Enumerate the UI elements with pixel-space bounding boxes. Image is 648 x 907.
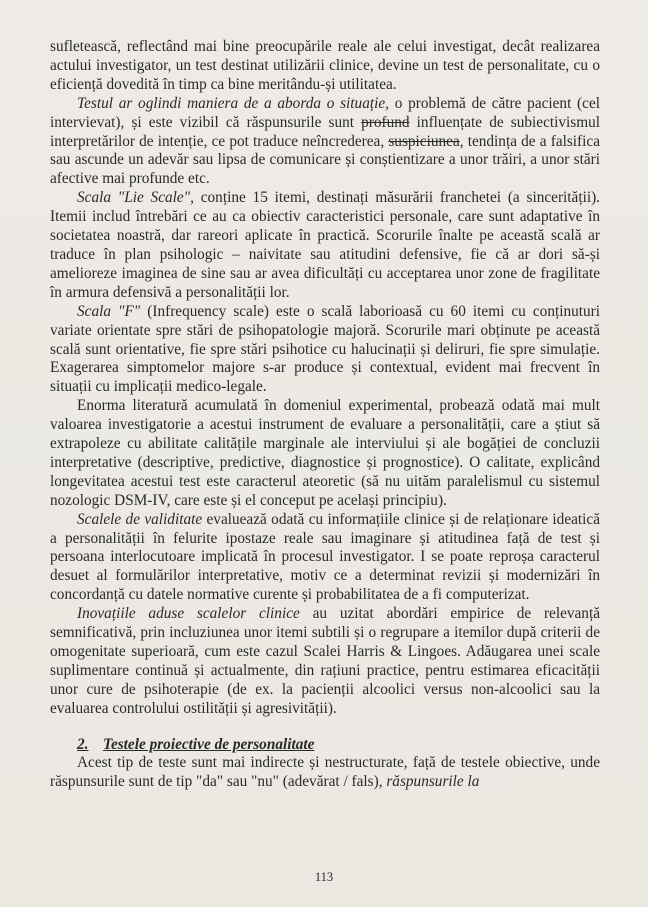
paragraph-innovations <box>50 605 600 718</box>
paragraph-text: (Infrequency scale) este o scală laborioasă cu 60 itemi cu conținuturi variate orientate spre stări de psihopatologie majoră. Scorurile mari obținute pe această scală sunt orientative, fie spre stări psihotice cu halucinații și deliruri, fie spre simulație. Exagerarea simptomelor majore s-ar produce și contextual, evident mai frecvent în situații cu implicații medico-legale. <box>50 302 601 396</box>
italic-lead: Scala "F" <box>77 302 141 320</box>
paragraph-text: , tendința de a falsifica sau ascunde un adevăr sau lipsa de comunicare și conștientizare a unor trăiri, a unor stări afective mai profunde etc. <box>50 132 600 188</box>
page-number: 113 <box>314 870 334 884</box>
paragraph-lie-scale <box>50 189 600 302</box>
paragraph-validity-scales <box>50 511 600 606</box>
section-heading <box>77 735 600 754</box>
paragraph-text: o problemă de către pacient (cel intervievat), și este vizibil că răspunsurile sunt <box>50 94 600 131</box>
paragraph-test-mirror <box>50 95 600 190</box>
struck-word: suspiciunea <box>388 132 460 150</box>
paragraph-continuation <box>50 38 600 95</box>
paragraph-text: evaluează odată cu informațiile clinice și de relaționare ideatică a personalității în felurite ipostaze reale sau imaginare și atitudinea față de test și persoana interlocutoare implicată în procesul investigator. I se poate reproșa caracterul desuet al formulărilor interpretative, motiv ce a determinat revizii și modernizări în concordanță cu datele normative curente și probabilitatea de a fi computerizat. <box>50 510 600 604</box>
italic-lead: Scalele de validitate <box>77 510 203 528</box>
paragraph-text: conține 15 itemi, destinați măsurării franchetei (a sincerității). Itemii includ întrebări ce au ca obiectiv caracteristici personale, care sunt adaptative în societatea noastră, dar rareori aplicate în practică. Scorurile înalte pe această scală ar traduce în plan psihologic – naivitate sau atitudini defensive, fie că ar dori să-și amelioreze imaginea de sine sau ar avea dificultăți cu acceptarea unor zone de fragilitate în armura defensivă a personalității lor. <box>50 189 601 301</box>
paragraph-text: Enorma literatură acumulată în domeniul experimental, probează odată mai mult valoarea investigatorie a acestui instrument de evaluare a personalității, care a știut să extrapoleze cu abilitate calitățile marginale ale interviului și ale bogăției de concluzii interpretative (descriptive, predictive, diagnostice și prognostice). O calitate, explicând longevitatea acestui test este caracterul ateoretic (să nu uităm paralelismul cu sistemul nozologic DSM-IV, care este și el conceput pe același principiu). <box>50 397 600 509</box>
paragraph-text: sufletească, reflectând mai bine preocupările reale ale celui investigat, decât realizarea actului investigator, un test destinat utilizării clinice, devine un test de personalitate, cu o eficiență dovedită în timp ca bine meritându-și utilitatea. <box>50 38 600 93</box>
paragraph-text: Acest tip de teste sunt mai indirecte și nestructurate, față de testele obiective, unde răspunsurile sunt de tip "da" sau "nu" (adevărat / fals), <box>50 753 600 790</box>
struck-word: profund <box>361 113 410 131</box>
paragraph-text: influențate de subiectivismul interpretărilor de intenție, ce pot traduce neîncrederea, <box>50 113 601 150</box>
italic-lead: Inovațiile aduse scalelor clinice <box>77 605 300 623</box>
italic-trailing: răspunsurile la <box>386 772 480 790</box>
paragraph-literature <box>50 397 600 510</box>
section-title: Testele proiective de personalitate <box>103 735 315 753</box>
paragraph-f-scale <box>50 303 600 398</box>
italic-lead: Testul ar oglindi maniera de a aborda o situație, <box>77 94 389 112</box>
paragraph-projective-tests <box>50 754 600 792</box>
italic-lead: Scala "Lie Scale", <box>77 189 194 207</box>
paragraph-text: au uzitat abordări empirice de relevanță semnificativă, prin incluziunea unor itemi subtili și o regrupare a itemilor după criterii de omogenitate superioară, cum este cazul Scalei Harris & Lingoes. Adăugarea unei scale suplimentare continuă și actualmente, din rațiuni practice, pentru estimarea eficacității unor cure de psihoterapie (de ex. la pacienții alcoolici versus non-alcoolici sau la evaluarea controlului ostilității și agresivității). <box>50 605 600 717</box>
section-number: 2. <box>77 735 89 753</box>
